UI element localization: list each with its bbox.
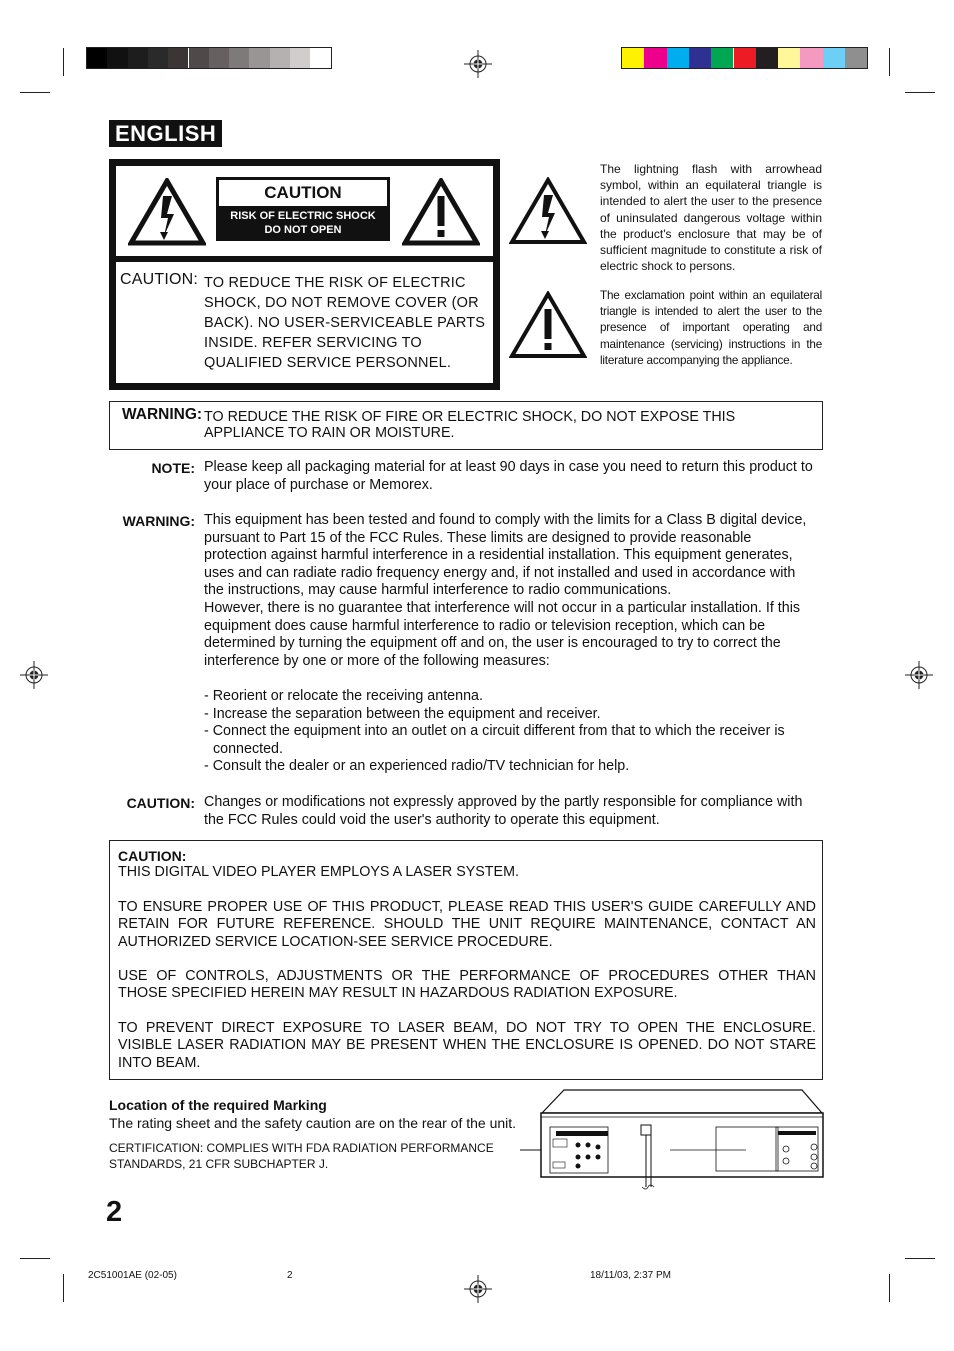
color-swatch xyxy=(644,48,666,68)
crop-mark xyxy=(20,1258,50,1259)
color-swatch xyxy=(734,48,756,68)
laser-caution-label: CAUTION: xyxy=(118,848,187,864)
color-swatch xyxy=(128,48,148,68)
language-heading: ENGLISH xyxy=(109,120,222,147)
fcc-warning-paragraph: This equipment has been tested and found to comply with the limits for a Class B digital device, pursuant to Part 15 of the FCC Rules. These limits are designed to provide reasonable protection against harmful interference in a residential installation. This equipment generates, uses and can radiate radio frequency energy and, if not installed and used in accordance with the instructions, may cause harmful interference to radio communications. xyxy=(204,512,807,599)
caution-label-line: DO NOT OPEN xyxy=(264,224,342,236)
warning-text: TO REDUCE THE RISK OF FIRE OR ELECTRIC SHOCK, DO NOT EXPOSE THIS APPLIANCE TO RAIN OR MOISTURE. xyxy=(204,409,736,441)
color-swatch xyxy=(290,48,310,68)
warning-label: WARNING: xyxy=(122,406,203,423)
color-swatch xyxy=(168,48,188,68)
list-item: - Increase the separation between the equipment and receiver. xyxy=(204,705,601,722)
laser-caution-paragraph: TO PREVENT DIRECT EXPOSURE TO LASER BEAM, DO NOT TRY TO OPEN THE ENCLOSURE. VISIBLE LASER RADIATION MAY BE PRESENT WHEN THE ENCLOSURE IS OPENED. DO NOT STARE INTO BEAM. xyxy=(118,1020,816,1071)
note-label: NOTE: xyxy=(151,460,195,476)
fcc-warning-text xyxy=(204,512,816,670)
list-item: connected. xyxy=(213,740,283,757)
registration-mark-icon xyxy=(464,50,492,78)
registration-mark-icon xyxy=(20,661,48,689)
color-swatch xyxy=(189,48,209,68)
footer-timestamp: 18/11/03, 2:37 PM xyxy=(590,1270,671,1281)
crop-mark xyxy=(63,1274,64,1302)
marking-location-title: Location of the required Marking xyxy=(109,1097,327,1113)
caution-label-title: CAUTION xyxy=(219,180,387,206)
laser-caution-paragraph: TO ENSURE PROPER USE OF THIS PRODUCT, PLEASE READ THIS USER'S GUIDE CAREFULLY AND RETAIN FOR FUTURE REFERENCE. SHOULD THE UNIT REQUIRE MAINTENANCE, CONTACT AN AUTHORIZED SERVICE LOCATION-SEE SERVICE PROCEDURE. xyxy=(118,899,816,950)
registration-mark-icon xyxy=(464,1275,492,1303)
crop-mark xyxy=(905,92,935,93)
laser-caution-paragraph: USE OF CONTROLS, ADJUSTMENTS OR THE PERFORMANCE OF PROCEDURES OTHER THAN THOSE SPECIFIED HEREIN MAY RESULT IN HAZARDOUS RADIATION EXPOSURE. xyxy=(118,968,816,1002)
color-swatch xyxy=(800,48,822,68)
caution-word: CAUTION: xyxy=(120,271,199,288)
exclamation-triangle-icon xyxy=(509,291,587,359)
laser-caution-line: THIS DIGITAL VIDEO PLAYER EMPLOYS A LASER SYSTEM. xyxy=(118,864,519,880)
list-item: - Consult the dealer or an experienced radio/TV technician for help. xyxy=(204,758,630,775)
caution-label-subtitle xyxy=(216,209,390,237)
lightning-triangle-icon xyxy=(128,178,206,246)
rear-panel-illustration-icon xyxy=(520,1087,826,1191)
fcc-caution-text: Changes or modifications not expressly approved by the partly responsible for compliance with the FCC Rules could void the user's authority to operate this equipment. xyxy=(204,794,803,828)
crop-mark xyxy=(889,48,890,76)
certification-text: CERTIFICATION: COMPLIES WITH FDA RADIATION PERFORMANCE STANDARDS, 21 CFR SUBCHAPTER J. xyxy=(109,1141,494,1171)
footer-doc-code: 2C51001AE (02-05) xyxy=(88,1270,177,1281)
list-item: - Reorient or relocate the receiving antenna. xyxy=(204,688,483,704)
color-swatch xyxy=(310,48,330,68)
fcc-warning-paragraph: However, there is no guarantee that interference will not occur in a particular installation. If this equipment does cause harmful interference to radio or television reception, which can be determined by turning the equipment off and on, the user is encouraged to try to correct the interference by one or more of the following measures: xyxy=(204,599,801,669)
page-number: 2 xyxy=(106,1196,123,1228)
color-swatch xyxy=(823,48,845,68)
color-swatch xyxy=(689,48,711,68)
crop-mark xyxy=(905,1258,935,1259)
color-swatch xyxy=(87,48,107,68)
exclamation-symbol-explanation: The exclamation point within an equilateral triangle is intended to alert the user to the presence of important operating and maintenance (servicing) instructions in the literature accompanying the appliance. xyxy=(600,289,822,367)
color-swatch xyxy=(711,48,733,68)
crop-mark xyxy=(20,92,50,93)
fcc-measures-list xyxy=(204,688,816,776)
crop-mark xyxy=(63,48,64,76)
crop-mark xyxy=(889,1274,890,1302)
registration-mark-icon xyxy=(905,661,933,689)
color-swatch xyxy=(270,48,290,68)
exclamation-triangle-icon xyxy=(402,178,480,246)
color-swatch xyxy=(845,48,867,68)
color-swatch xyxy=(107,48,127,68)
color-swatch xyxy=(756,48,778,68)
list-item: - Connect the equipment into an outlet on a circuit different from that to which the receiver is xyxy=(204,723,785,740)
lightning-symbol-explanation: The lightning flash with arrowhead symbol, within an equilateral triangle is intended to alert the user to the presence of uninsulated dangerous voltage within the product's enclosure that may be of sufficient magnitude to constitute a risk of electric shock to persons. xyxy=(600,162,822,274)
note-text: Please keep all packaging material for at least 90 days in case you need to return this product to your place of purchase or Memorex. xyxy=(204,459,813,493)
caution-label-line: RISK OF ELECTRIC SHOCK xyxy=(230,210,376,222)
marking-location-text: The rating sheet and the safety caution are on the rear of the unit. xyxy=(109,1115,517,1131)
fcc-caution-label: CAUTION: xyxy=(126,795,195,811)
caution-text: TO REDUCE THE RISK OF ELECTRIC SHOCK, DO NOT REMOVE COVER (OR BACK). NO USER-SERVICEABLE PARTS INSIDE. REFER SERVICING TO QUALIFIED SERVICE PERSONNEL. xyxy=(204,275,486,371)
lightning-triangle-icon xyxy=(509,177,587,245)
color-swatch xyxy=(148,48,168,68)
fcc-warning-label: WARNING: xyxy=(122,513,195,529)
color-swatch xyxy=(229,48,249,68)
color-swatch xyxy=(622,48,644,68)
color-swatch xyxy=(249,48,269,68)
color-swatch xyxy=(209,48,229,68)
footer-page: 2 xyxy=(287,1270,293,1281)
color-swatch xyxy=(667,48,689,68)
color-swatch xyxy=(778,48,800,68)
